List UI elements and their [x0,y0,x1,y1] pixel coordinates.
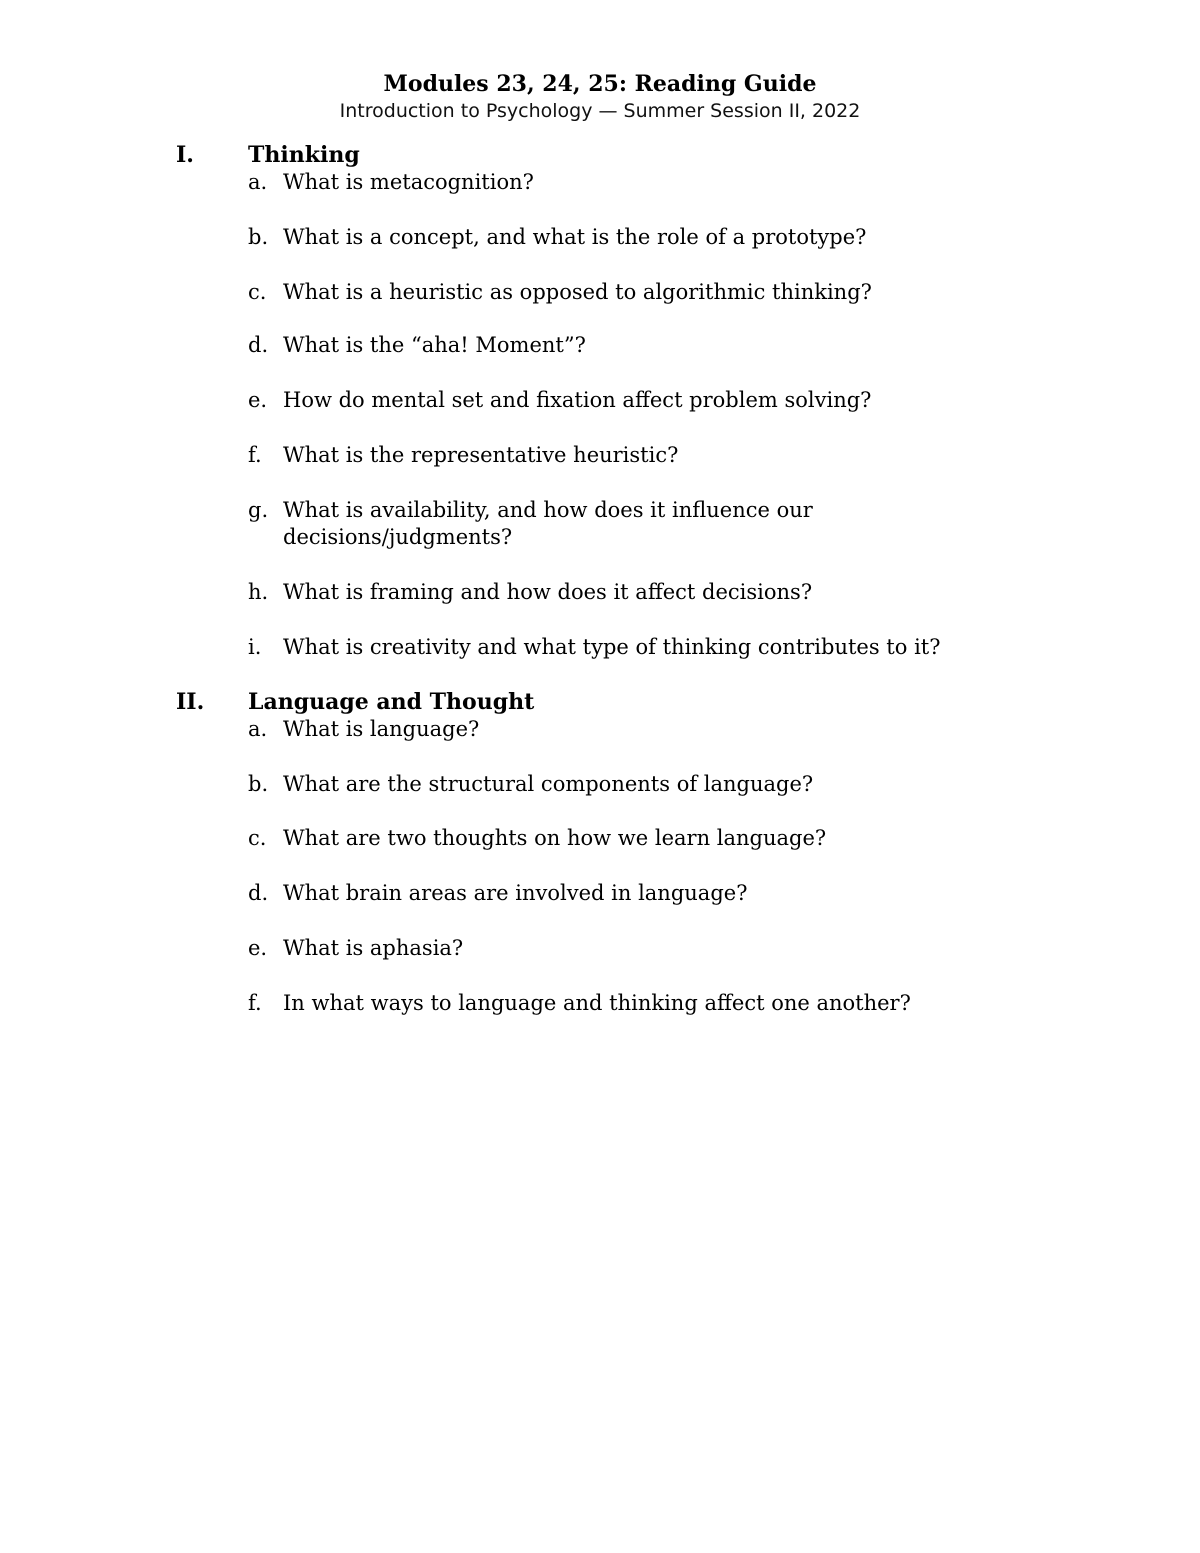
question-list [176,716,1076,1017]
question-letter: b. [248,225,269,249]
question-letter: g. [248,498,269,522]
question-text: What is creativity and what type of thinking contributes to it? [283,635,941,659]
question-item [248,224,1076,251]
question-text: What is language? [283,717,480,741]
question-item [248,442,1076,469]
question-letter: d. [248,881,269,905]
question-text: In what ways to language and thinking affect one another? [283,991,911,1015]
question-text: What is a concept, and what is the role of a prototype? [283,225,867,249]
question-item [248,634,1076,661]
question-item [248,771,1076,798]
question-item [248,880,1076,907]
section-heading [176,688,1076,716]
question-letter: c. [248,826,267,850]
question-text: What is framing and how does it affect decisions? [283,580,813,604]
question-letter: c. [248,280,267,304]
section-thinking [176,141,1076,661]
question-text: What are the structural components of language? [283,772,814,796]
section-title: Thinking [248,142,360,168]
question-text: How do mental set and fixation affect problem solving? [283,388,872,412]
question-letter: h. [248,580,269,604]
question-text: What is the “aha! Moment”? [283,333,586,357]
question-item [248,716,1076,743]
document-subtitle: Introduction to Psychology — Summer Session II, 2022 [339,100,861,122]
question-item [248,497,1076,551]
question-letter: d. [248,333,269,357]
question-item [248,332,1076,359]
question-text: What are two thoughts on how we learn language? [283,826,827,850]
question-letter: b. [248,772,269,796]
question-text: What is the representative heuristic? [283,443,679,467]
question-item [248,935,1076,962]
question-letter: f. [248,991,262,1015]
question-letter: a. [248,717,268,741]
question-item [248,579,1076,606]
section-title: Language and Thought [248,689,535,715]
question-letter: i. [248,635,262,659]
question-item [248,387,1076,414]
section-heading [176,141,1076,169]
question-letter: e. [248,936,268,960]
question-item [248,990,1076,1017]
question-text: What is a heuristic as opposed to algorithmic thinking? [283,280,872,304]
section-numeral: II. [176,689,205,715]
question-item [248,169,1076,196]
question-text: What is aphasia? [283,936,464,960]
document-title: Modules 23, 24, 25: Reading Guide [383,71,817,97]
section-numeral: I. [176,142,194,168]
question-item [248,279,1076,306]
question-text: What brain areas are involved in language? [283,881,748,905]
question-letter: e. [248,388,268,412]
question-item [248,825,1076,852]
question-text: What is availability, and how does it influence our decisions/judgments? [283,498,813,549]
question-letter: a. [248,170,268,194]
question-text: What is metacognition? [283,170,534,194]
section-language-and-thought [176,688,1076,1017]
question-list [176,169,1076,661]
document-header [0,69,1200,123]
question-letter: f. [248,443,262,467]
